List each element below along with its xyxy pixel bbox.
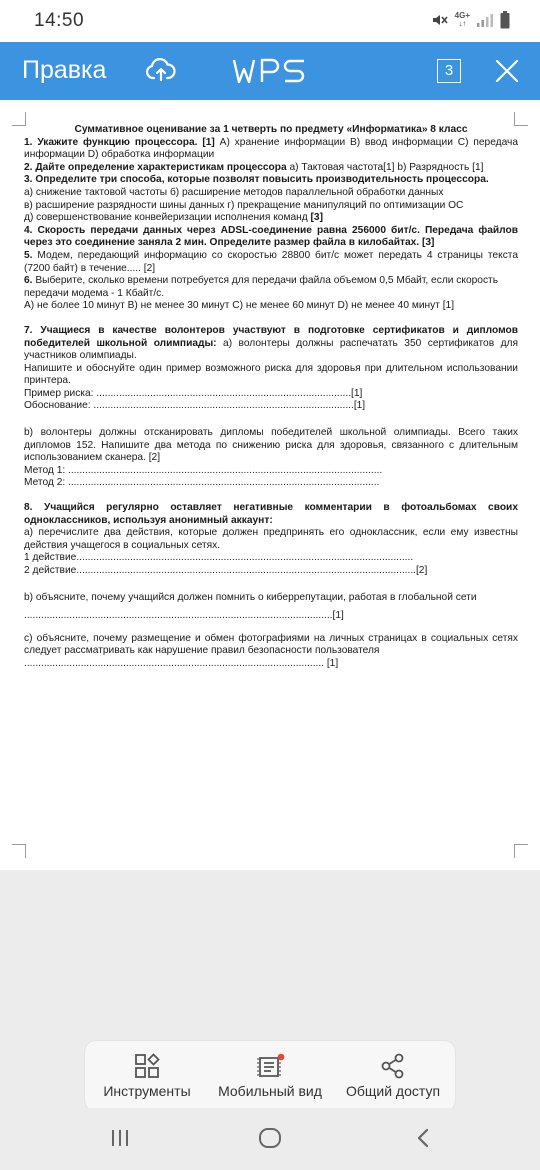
document-text: [24, 124, 518, 671]
share-label: Общий доступ: [345, 1083, 441, 1099]
document-heading: Суммативное оценивание за 1 четверть по предмету «Информатика» 8 класс: [74, 124, 468, 135]
question-3-option: д) совершенствование конвейеризации исполнения команд [3]: [24, 212, 323, 224]
question-8c: c) объясните, почему размещение и обмен фотографиями на личных страницах в социальных сетях следует рассматривать как нарушение правил безопасности пользователя: [24, 632, 518, 657]
tools-button[interactable]: [97, 1053, 197, 1099]
page-count-button[interactable]: 3: [437, 59, 461, 83]
answer-8c-line: .......................................................................................................... [1]: [24, 657, 339, 669]
page-corner-mark: [514, 844, 528, 858]
recent-apps-icon[interactable]: [108, 1126, 132, 1155]
question-4: 4. Скорость передачи данных через ADSL-соединение равна 256000 бит/c. Передача файлов через это соединение заняла 2 мин. Определите размер файла в килобайтах. [3]: [24, 224, 518, 249]
action-2-line: 2 действие........................................................................................................................[2]: [24, 565, 428, 576]
mute-icon: [431, 12, 449, 28]
close-icon[interactable]: [494, 58, 520, 89]
question-3: 3. Определите три способа, которые позволят повысить производительность процессора.: [24, 174, 489, 186]
method-1-line: Метод 1: ...............................................................................................................: [24, 464, 383, 476]
share-button[interactable]: [341, 1053, 445, 1099]
question-8: 8. Учащийся регулярно оставляет негативные комментарии в фотоальбомах своих одноклассников, используя анонимный аккаунт:: [24, 502, 518, 526]
signal-icon: [476, 12, 494, 28]
document-page[interactable]: [0, 100, 540, 870]
answer-8b-line: .............................................................................................................[1]: [24, 610, 344, 622]
question-6-options: А) не более 10 минут В) не менее 30 минут С) не менее 60 минут D) не менее 40 минут [1]: [24, 300, 455, 312]
notification-badge: [278, 1054, 285, 1061]
risk-example-line: Пример риска: ..........................................................................................[1]: [24, 387, 363, 399]
question-6: 6. Выберите, сколько времени потребуется для передачи файла объемом 0,5 Мбайт, если скорость передачи модема - 1 Кбайт/с.: [24, 275, 499, 299]
editor-toolbar: [0, 42, 540, 100]
wps-logo: [232, 56, 308, 91]
status-icons: [431, 11, 510, 29]
question-3-option: в) расширение разрядности шины данных г) прекращение манипуляций по оптимизации ОС: [24, 199, 464, 211]
question-5: 5. Модем, передающий информацию со скоростью 28800 бит/с может передать 4 страницы текста (7200 байт) в течение..... [2]: [24, 249, 518, 274]
question-8a: а) перечислите два действия, которые должен предпринять его одноклассник, если ему известны действия учащегося в социальных сетях.: [24, 527, 518, 551]
edit-button[interactable]: Правка: [22, 56, 107, 84]
mobile-view-icon: [255, 1053, 285, 1079]
back-icon[interactable]: [412, 1126, 436, 1155]
network-label: 4G+ ↓↑: [454, 11, 470, 28]
question-8b: b) объясните, почему учащийся должен помнить о киберрепутации, работая в глобальной сети: [24, 591, 477, 603]
question-2: 2. Дайте определение характеристикам процессора а) Тактовая частота[1] b) Разрядность [1]: [24, 161, 484, 173]
share-icon: [380, 1053, 406, 1079]
action-1-line: 1 действие.......................................................................................................................: [24, 552, 414, 564]
system-nav-bar: [0, 1108, 540, 1170]
bottom-action-menu: [84, 1040, 456, 1112]
home-icon[interactable]: [258, 1126, 282, 1155]
status-bar: [0, 0, 540, 42]
method-2-line: Метод 2: ..............................................................................................................: [24, 477, 380, 489]
risk-reason-line: Обоснование: ............................................................................................[1]: [24, 400, 366, 412]
status-time: 14:50: [34, 10, 85, 31]
question-3-option: а) снижение тактовой частоты б) расширение методов параллельной обработки данных: [24, 186, 444, 198]
cloud-upload-icon[interactable]: [146, 56, 176, 89]
question-7-instruction: Напишите и обоснуйте один пример возможного риска для здоровья при длительном использовании принтера.: [24, 362, 518, 387]
mobile-view-label: Мобильный вид: [218, 1083, 322, 1099]
page-corner-mark: [12, 844, 26, 858]
tools-icon: [134, 1053, 160, 1079]
battery-icon: [500, 11, 510, 29]
question-1: 1. Укажите функцию процессора. [1] А) хранение информации В) ввод информации С) передача информации D) обработка информации: [24, 136, 518, 161]
tools-label: Инструменты: [103, 1083, 191, 1099]
mobile-view-button[interactable]: [211, 1053, 329, 1099]
question-7b: b) волонтеры должны отсканировать дипломы победителей школьной олимпиады. Всего таких дипломов 152. Напишите два метода по снижению риска для здоровья, связанного с длительным использованием сканера. [2]: [24, 427, 518, 464]
question-7: 7. Учащиеся в качестве волонтеров участвуют в подготовке сертификатов и дипломов победителей школьной олимпиады: а) волонтеры должны распечатать 350 сертификатов для участников олимпиады.: [24, 324, 518, 362]
